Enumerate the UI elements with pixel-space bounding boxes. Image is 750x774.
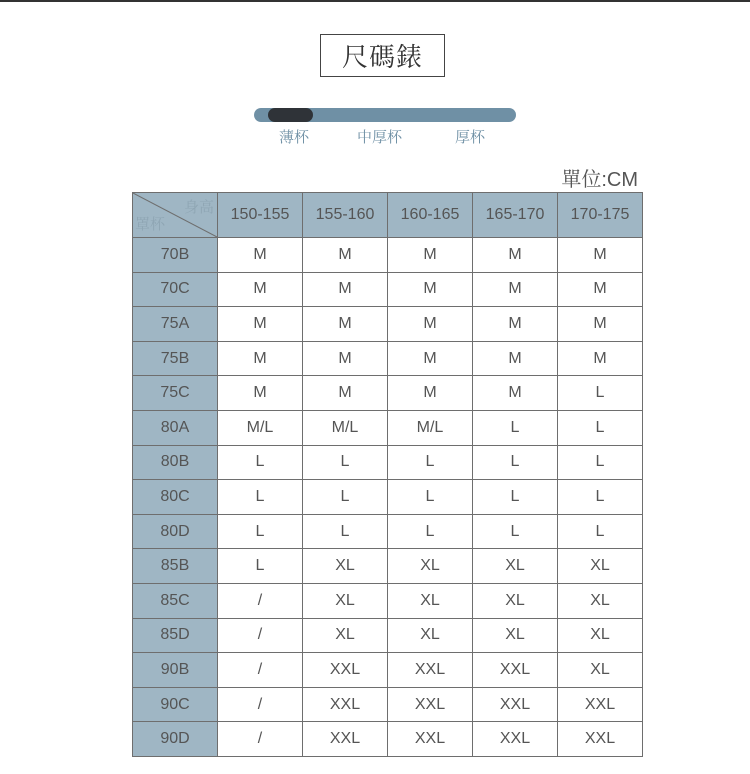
size-table [132,192,643,757]
size-cell: XXL [303,722,388,757]
size-cell: XL [303,583,388,618]
table-row [133,238,643,273]
row-header: 80D [133,514,218,549]
size-cell: L [558,445,643,480]
row-header: 75A [133,307,218,342]
column-header: 160-165 [388,193,473,238]
size-cell: XL [388,583,473,618]
size-cell: XXL [388,687,473,722]
size-cell: XXL [303,687,388,722]
size-cell: L [218,514,303,549]
size-cell: XL [473,583,558,618]
column-header: 165-170 [473,193,558,238]
size-cell: M [388,238,473,273]
size-cell: M [473,376,558,411]
size-cell: XXL [473,722,558,757]
size-cell: XL [558,618,643,653]
size-cell: XL [558,549,643,584]
size-cell: L [303,514,388,549]
size-cell: M [218,341,303,376]
size-cell: XXL [388,722,473,757]
size-cell: L [473,480,558,515]
size-cell: M [473,341,558,376]
size-cell: L [388,480,473,515]
column-header: 155-160 [303,193,388,238]
row-header: 80A [133,410,218,445]
size-cell: M [218,238,303,273]
size-cell: L [303,480,388,515]
size-cell: / [218,722,303,757]
size-cell: M [303,272,388,307]
size-cell: M [473,272,558,307]
row-header: 90B [133,653,218,688]
row-header: 75C [133,376,218,411]
size-cell: M/L [218,410,303,445]
size-cell: / [218,687,303,722]
table-row [133,410,643,445]
size-cell: L [473,445,558,480]
row-header: 80B [133,445,218,480]
cup-label-thin: 薄杯 [279,129,310,146]
size-cell: L [558,376,643,411]
size-cell: L [388,514,473,549]
row-header: 85C [133,583,218,618]
table-row [133,618,643,653]
size-cell: M [303,376,388,411]
table-row [133,480,643,515]
size-cell: M [388,376,473,411]
size-cell: L [218,480,303,515]
size-cell: M [303,307,388,342]
top-divider [0,0,750,2]
size-cell: / [218,653,303,688]
size-cell: / [218,583,303,618]
cup-thickness-slider [254,108,516,122]
size-cell: XXL [558,687,643,722]
size-cell: L [558,514,643,549]
row-header: 90D [133,722,218,757]
size-cell: L [558,480,643,515]
row-header: 90C [133,687,218,722]
size-cell: M [303,341,388,376]
size-cell: L [303,445,388,480]
row-header: 70B [133,238,218,273]
size-cell: M [558,307,643,342]
page-title: 尺碼錶 [320,34,445,77]
table-row [133,341,643,376]
cup-thickness-indicator [268,108,313,122]
size-cell: M [218,307,303,342]
table-row [133,687,643,722]
size-cell: XXL [473,653,558,688]
table-row [133,583,643,618]
cup-label-thick: 厚杯 [455,129,486,146]
size-cell: XL [388,549,473,584]
size-cell: XXL [388,653,473,688]
table-row [133,722,643,757]
size-cell: M [388,272,473,307]
size-cell: XL [303,549,388,584]
row-header: 85D [133,618,218,653]
size-cell: XL [558,653,643,688]
size-cell: M [388,341,473,376]
table-row [133,272,643,307]
size-cell: M [473,238,558,273]
header-row [133,193,643,238]
size-cell: L [388,445,473,480]
size-cell: XL [558,583,643,618]
table-row [133,307,643,342]
column-header: 170-175 [558,193,643,238]
cup-label-medium: 中厚杯 [357,129,403,146]
size-cell: L [558,410,643,445]
table-row [133,445,643,480]
table-row [133,549,643,584]
size-cell: L [218,445,303,480]
size-cell: M [388,307,473,342]
size-cell: XXL [558,722,643,757]
size-cell: M [558,272,643,307]
size-cell: M [473,307,558,342]
row-header: 85B [133,549,218,584]
size-cell: M [218,376,303,411]
size-cell: M [558,238,643,273]
size-cell: XXL [303,653,388,688]
size-cell: XL [473,549,558,584]
cup-axis-label: 罩杯 [135,216,166,233]
height-axis-label: 身高 [183,199,214,216]
size-cell: L [218,549,303,584]
row-header: 70C [133,272,218,307]
table-row [133,376,643,411]
row-header: 80C [133,480,218,515]
row-header: 75B [133,341,218,376]
unit-label: 單位:CM [561,169,638,191]
column-header: 150-155 [218,193,303,238]
size-cell: L [473,514,558,549]
size-cell: / [218,618,303,653]
size-cell: M [218,272,303,307]
size-cell: XL [473,618,558,653]
size-cell: XL [303,618,388,653]
size-cell: M [558,341,643,376]
table-row [133,514,643,549]
size-cell: XL [388,618,473,653]
size-cell: L [473,410,558,445]
size-cell: M [303,238,388,273]
corner-cell [133,193,218,238]
table-row [133,653,643,688]
size-cell: XXL [473,687,558,722]
size-cell: M/L [388,410,473,445]
size-cell: M/L [303,410,388,445]
